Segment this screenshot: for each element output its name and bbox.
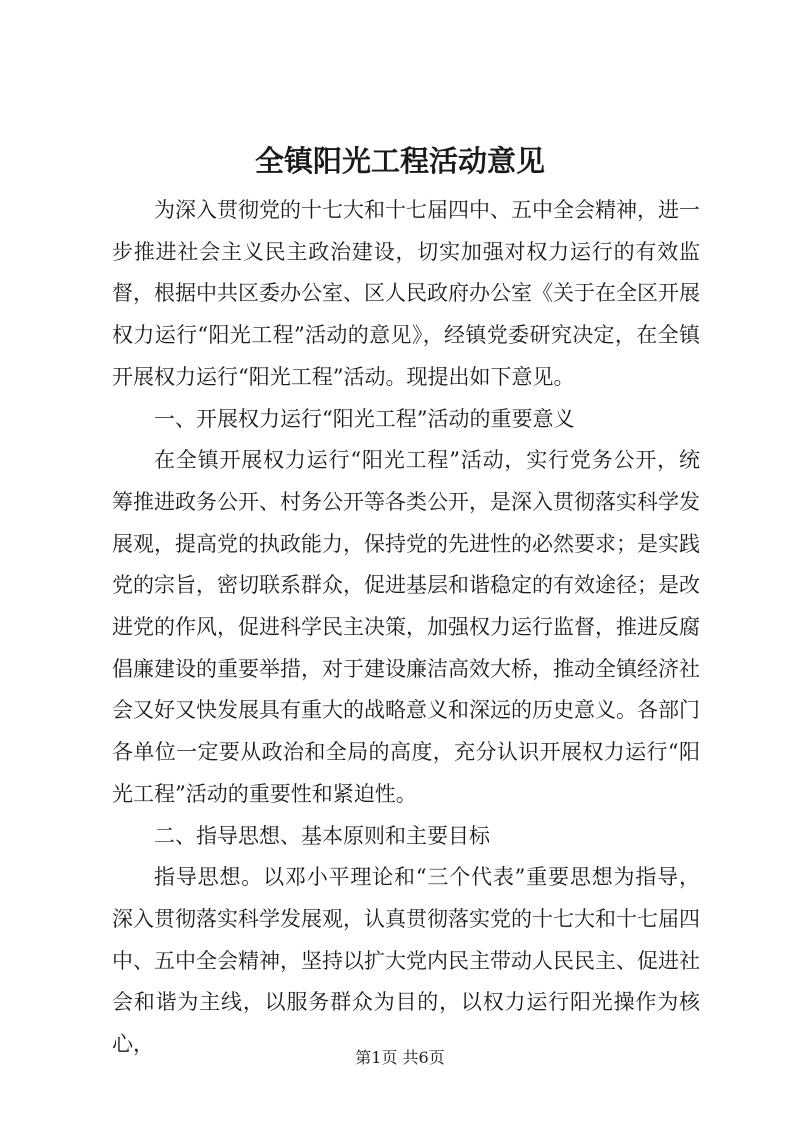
document-body: [112, 190, 700, 1066]
paragraph-guiding-thought: 指导思想。以邓小平理论和“三个代表”重要思想为指导，深入贯彻落实科学发展观，认真贯彻落实党的十七大和十七届四中、五中全会精神，坚持以扩大党内民主带动人民民主、促进社会和谐为主线，以服务群众为目的，以权力运行阳光操作为核心，: [112, 865, 700, 1057]
section-heading-1: 一、开展权力运行“阳光工程”活动的重要意义: [154, 406, 575, 431]
section-heading-2: 二、指导思想、基本原则和主要目标: [154, 823, 490, 848]
paragraph-intro: 为深入贯彻党的十七大和十七届四中、五中全会精神，进一步推进社会主义民主政治建设，切实加强对权力运行的有效监督，根据中共区委办公室、区人民政府办公室《关于在全区开展权力运行“阳光工程”活动的意见》，经镇党委研究决定，在全镇开展权力运行“阳光工程”活动。现提出如下意见。: [112, 198, 700, 389]
document-title: 全镇阳光工程活动意见: [254, 144, 545, 178]
page-footer: 第1页 共6页: [355, 1048, 445, 1067]
paragraph-significance: 在全镇开展权力运行“阳光工程”活动，实行党务公开，统筹推进政务公开、村务公开等各类公开，是深入贯彻落实科学发展观，提高党的执政能力，保持党的先进性的必然要求；是实践党的宗旨，密切联系群众，促进基层和谐稳定的有效途径；是改进党的作风，促进科学民主决策，加强权力运行监督，推进反腐倡廉建设的重要举措，对于建设廉洁高效大桥，推动全镇经济社会又好又快发展具有重大的战略意义和深远的历史意义。各部门各单位一定要从政治和全局的高度，充分认识开展权力运行“阳光工程”活动的重要性和紧迫性。: [112, 448, 700, 806]
